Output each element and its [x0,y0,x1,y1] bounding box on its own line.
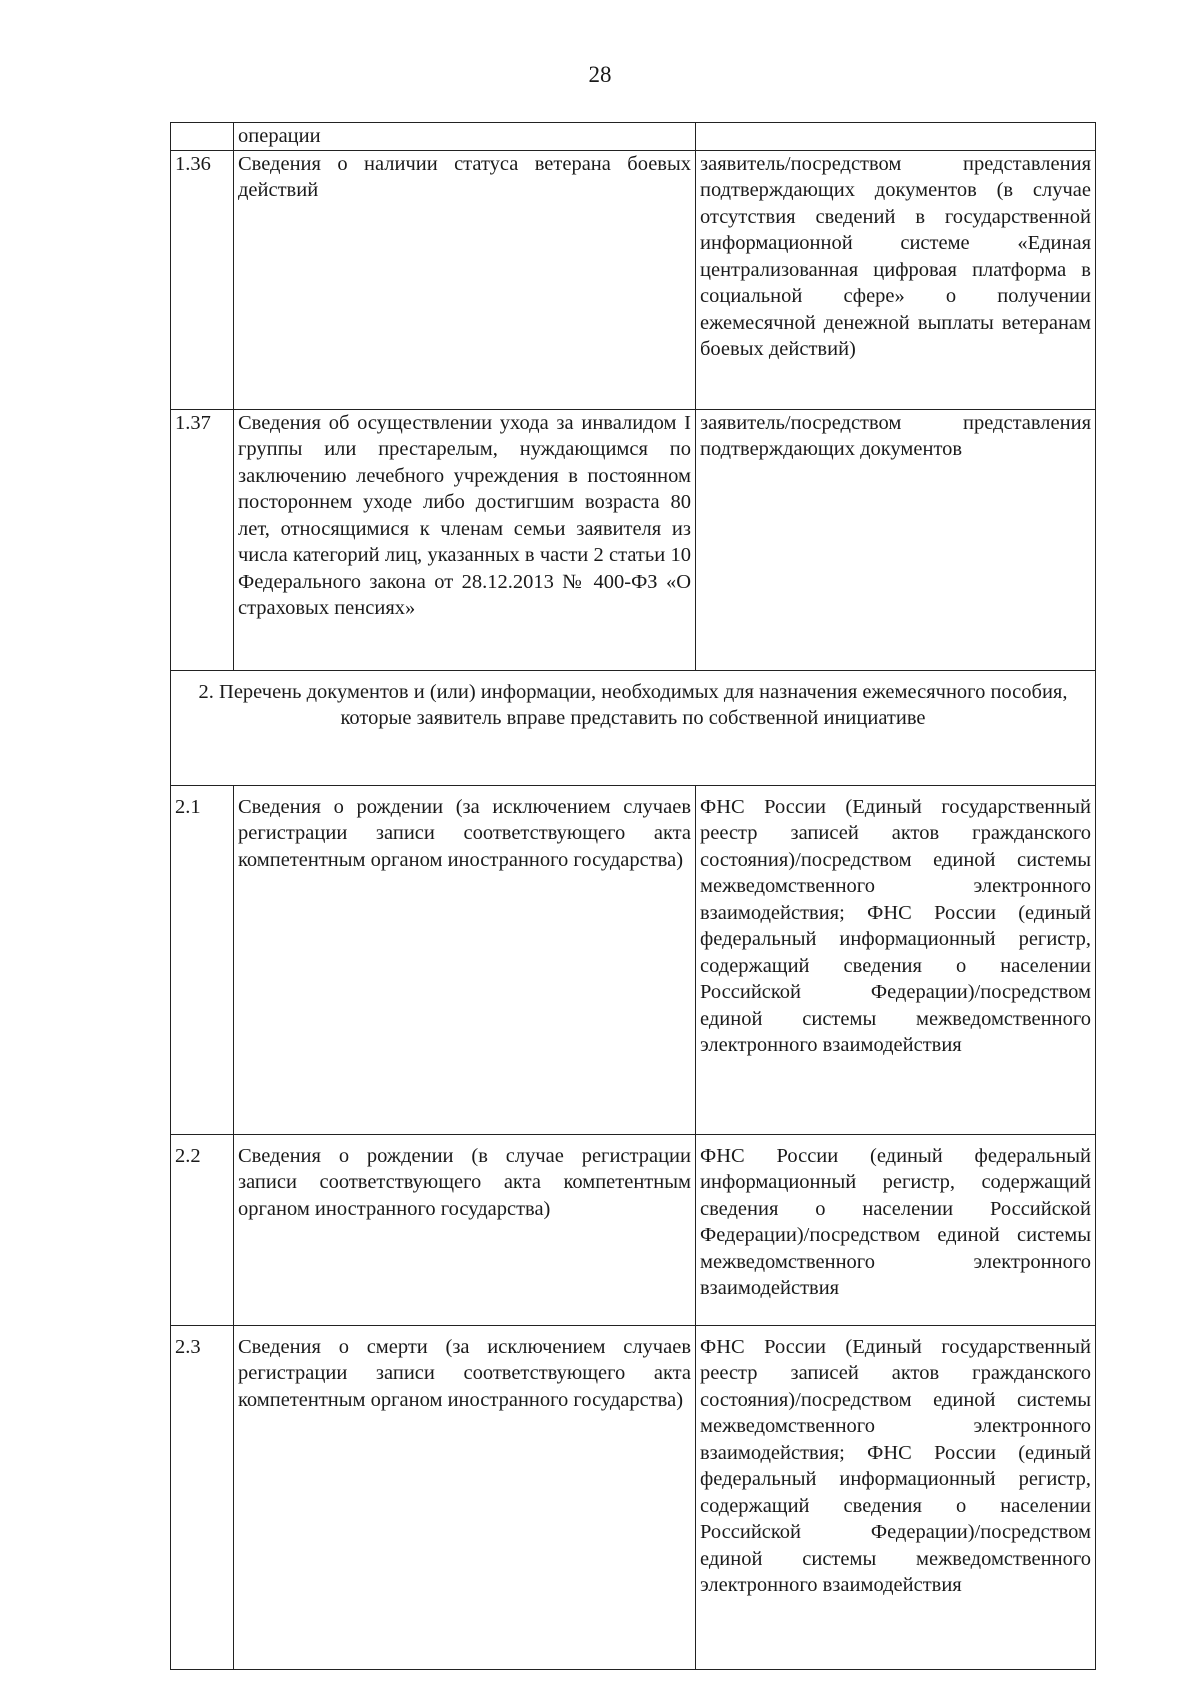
row-source [696,123,1096,151]
table-row [171,150,1096,409]
row-name: Сведения об осуществлении ухода за инвалидом I группы или престарелым, нуждающимся по заключению лечебного учреждения в постоянном постороннем уходе либо достигшим возраста 80 лет, относящимися к членам семьи заявителя из числа категорий лиц, указанных в части 2 статьи 10 Федерального закона от 28.12.2013 № 400-ФЗ «О страховых пенсиях» [234,409,696,670]
row-name: Сведения о рождении (в случае регистрации записи соответствующего акта компетентным органом иностранного государства) [234,1134,696,1325]
row-name: Сведения о смерти (за исключением случаев регистрации записи соответствующего акта компетентным органом иностранного государства) [234,1325,696,1669]
section-2-heading: 2. Перечень документов и (или) информации, необходимых для назначения ежемесячного пособия, которые заявитель вправе представить по собственной инициативе [171,670,1096,785]
row-name: Сведения о рождении (за исключением случаев регистрации записи соответствующего акта компетентным органом иностранного государства) [234,785,696,1134]
row-number [171,123,234,151]
table-row [171,1325,1096,1669]
row-number: 2.3 [171,1325,234,1669]
table-row [171,409,1096,670]
row-source: заявитель/посредством представления подтверждающих документов [696,409,1096,670]
row-source: ФНС России (Единый государственный реестр записей актов гражданского состояния)/посредством единой системы межведомственного электронного взаимодействия; ФНС России (единый федеральный информационный регистр, содержащий сведения о населении Российской Федерации)/посредством единой системы межведомственного электронного взаимодействия [696,785,1096,1134]
row-name: Сведения о наличии статуса ветерана боевых действий [234,150,696,409]
row-source: заявитель/посредством представления подтверждающих документов (в случае отсутствия сведений в государственной информационной системе «Единая централизованная цифровая платформа в социальной сфере» о получении ежемесячной денежной выплаты ветеранам боевых действий) [696,150,1096,409]
row-number: 1.37 [171,409,234,670]
table-row [171,1134,1096,1325]
row-source: ФНС России (Единый государственный реестр записей актов гражданского состояния)/посредством единой системы межведомственного электронного взаимодействия; ФНС России (единый федеральный информационный регистр, содержащий сведения о населении Российской Федерации)/посредством единой системы межведомственного электронного взаимодействия [696,1325,1096,1669]
row-number: 2.1 [171,785,234,1134]
row-number: 2.2 [171,1134,234,1325]
section-heading-row [171,670,1096,785]
documents-table [170,122,1096,1670]
page-number: 28 [588,62,612,87]
table-row [171,123,1096,151]
row-source: ФНС России (единый федеральный информационный регистр, содержащий сведения о населении Российской Федерации)/посредством единой системы межведомственного электронного взаимодействия [696,1134,1096,1325]
row-number: 1.36 [171,150,234,409]
table-row [171,785,1096,1134]
row-name: операции [234,123,696,151]
